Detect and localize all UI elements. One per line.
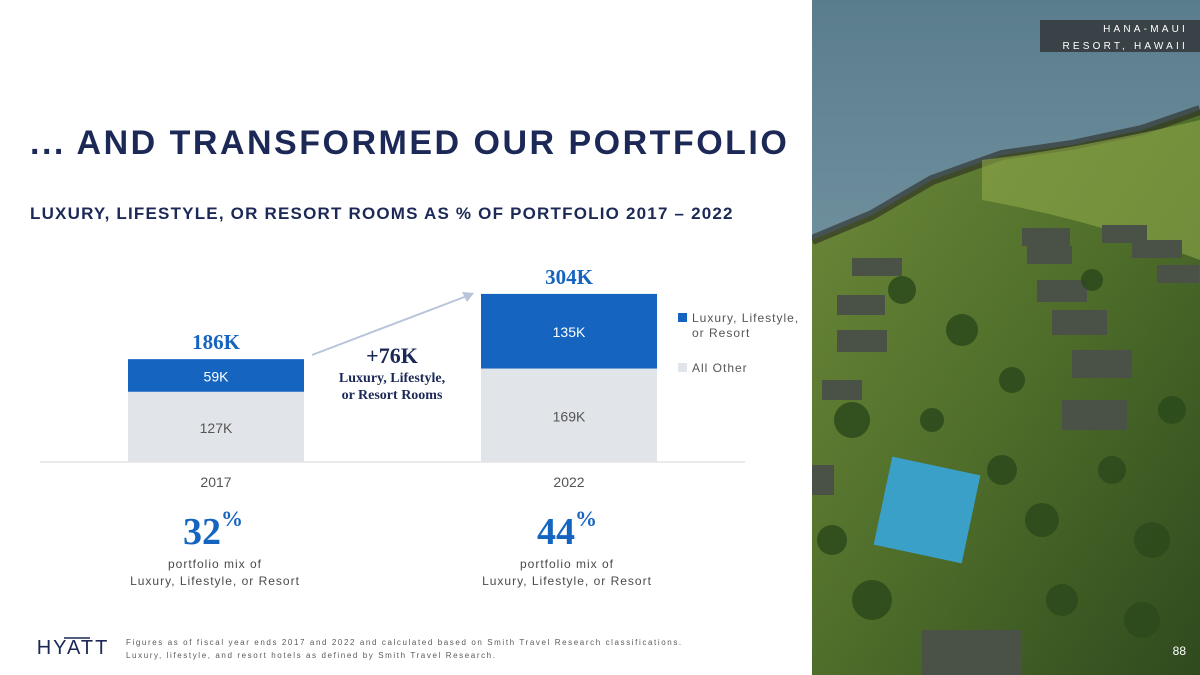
x-tick-label-2022: 2022 — [553, 474, 585, 490]
stat-2022-percent — [467, 506, 667, 554]
annotation-line2: or Resort Rooms — [341, 388, 443, 403]
annotation-line1: Luxury, Lifestyle, — [338, 371, 446, 386]
x-tick-label-2017: 2017 — [200, 474, 232, 490]
stat-2017-label-line1: portfolio mix of — [167, 557, 263, 571]
stat-2022-label-line1: portfolio mix of — [519, 557, 615, 571]
photo-caption-line1: HANA-MAUI — [1103, 24, 1188, 35]
footnote — [126, 636, 683, 662]
data-label-2022-luxury: 135K — [552, 324, 586, 341]
stat-2017-unit: % — [221, 506, 243, 531]
stat-2017-label — [85, 556, 345, 590]
hyatt-logo — [30, 635, 116, 659]
data-label-2022-all-other: 169K — [552, 408, 586, 425]
annotation-value: +76K — [366, 343, 418, 368]
legend-label-all-other: All Other — [692, 361, 748, 375]
total-label-2022: 304K — [545, 264, 593, 289]
data-label-2017-all-other: 127K — [199, 419, 233, 436]
legend-swatch-all-other — [678, 363, 687, 372]
legend-label-luxury: Luxury, Lifestyle, — [692, 311, 800, 325]
stat-2022-label-line2: Luxury, Lifestyle, or Resort — [482, 574, 652, 588]
footnote-line2: Luxury, lifestyle, and resort hotels as defined by Smith Travel Research. — [126, 651, 497, 660]
stat-2017-percent — [113, 506, 313, 554]
footnote-line1: Figures as of fiscal year ends 2017 and 2022 and calculated based on Smith Travel Research classifications. — [126, 638, 683, 647]
stat-2017-value: 32 — [183, 511, 221, 553]
resort-aerial-photo — [812, 0, 1200, 675]
photo-caption-line2: RESORT, HAWAII — [1062, 41, 1188, 52]
page-number: 88 — [1172, 644, 1186, 658]
legend-swatch-luxury — [678, 313, 687, 322]
stat-2017-label-line2: Luxury, Lifestyle, or Resort — [130, 574, 300, 588]
stat-2022-value: 44 — [537, 511, 575, 553]
total-label-2017: 186K — [192, 330, 240, 355]
stat-2022-unit: % — [575, 506, 597, 531]
data-label-2017-luxury: 59K — [203, 368, 229, 385]
slide-title: ... AND TRANSFORMED OUR PORTFOLIO — [30, 124, 790, 162]
slide-subtitle: LUXURY, LIFESTYLE, OR RESORT ROOMS AS % OF PORTFOLIO 2017 – 2022 — [30, 204, 734, 223]
hyatt-logo-text: HYATT — [36, 637, 110, 659]
photo-caption — [1040, 20, 1200, 52]
stat-2022-label — [437, 556, 697, 590]
stacked-bar-chart — [0, 250, 805, 500]
legend-label-luxury-line2: or Resort — [692, 326, 751, 340]
